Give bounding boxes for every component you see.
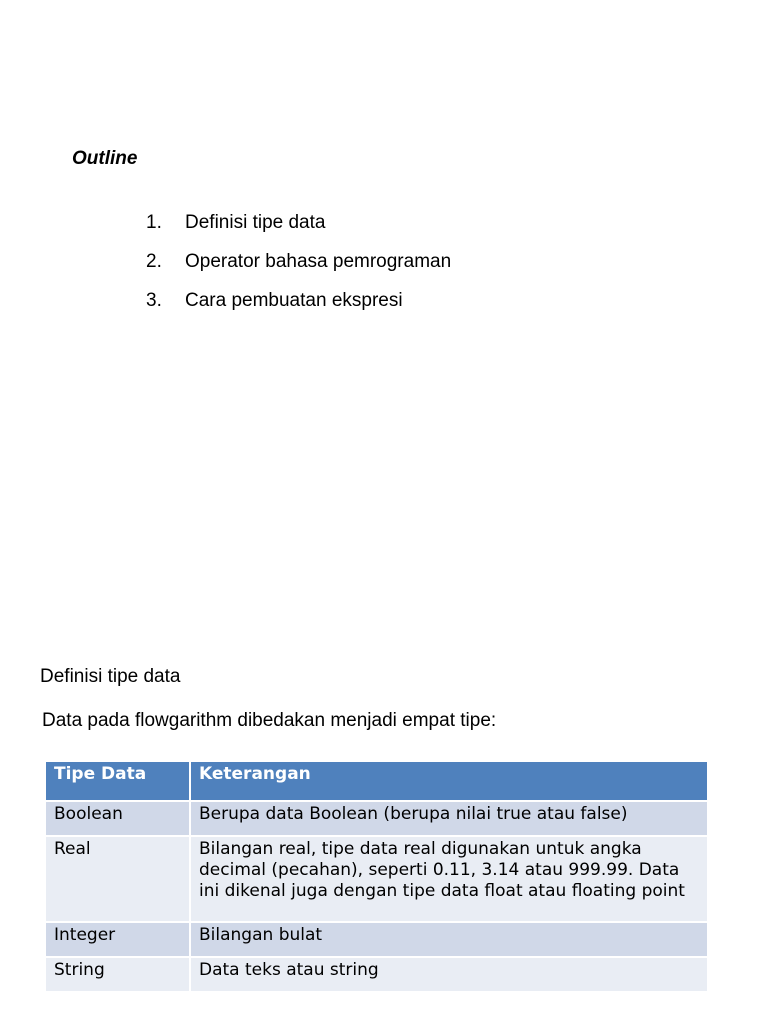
table-header-cell: Keterangan [190, 761, 708, 801]
outline-title: Outline [72, 148, 138, 169]
table-cell: Data teks atau string [190, 957, 708, 992]
table-row [45, 957, 708, 992]
table-row [45, 922, 708, 957]
outline-list [146, 212, 451, 329]
table-cell: String [45, 957, 190, 992]
section-intro: Data pada flowgarithm dibedakan menjadi empat tipe: [42, 710, 497, 731]
table-cell: Berupa data Boolean (berupa nilai true atau false) [190, 801, 708, 836]
outline-item [146, 290, 451, 329]
table-cell: Boolean [45, 801, 190, 836]
table-cell: Bilangan bulat [190, 922, 708, 957]
table-header-row [45, 761, 708, 801]
table-cell: Real [45, 836, 190, 922]
outline-item-label: Cara pembuatan ekspresi [185, 290, 403, 311]
outline-item-label: Definisi tipe data [185, 212, 326, 233]
data-type-table [44, 760, 709, 993]
section-title: Definisi tipe data [40, 666, 181, 687]
outline-item-label: Operator bahasa pemrograman [185, 251, 452, 272]
outline-item [146, 251, 451, 290]
table-row [45, 836, 708, 922]
table-header-cell: Tipe Data [45, 761, 190, 801]
outline-item-number: 1. [146, 212, 162, 233]
table-cell: Bilangan real, tipe data real digunakan untuk angka decimal (pecahan), seperti 0.11, 3.14 atau 999.99. Data ini dikenal juga dengan tipe data float atau floating point [190, 836, 708, 922]
table-cell: Integer [45, 922, 190, 957]
outline-item [146, 212, 451, 251]
table-row [45, 801, 708, 836]
outline-item-number: 2. [146, 251, 162, 272]
outline-item-number: 3. [146, 290, 162, 311]
